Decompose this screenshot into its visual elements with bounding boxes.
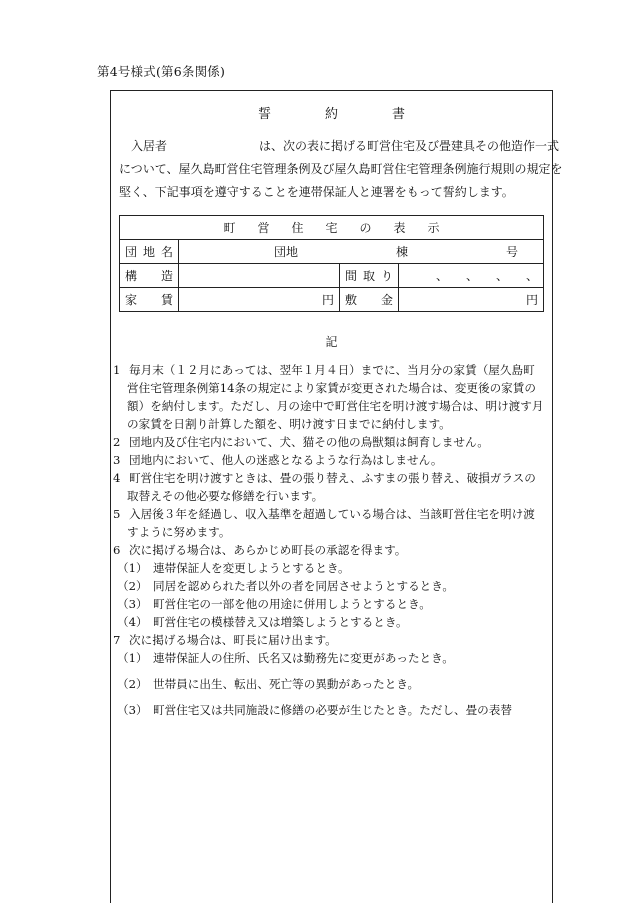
list-item: 6 次に掲げる場合は、あらかじめ町長の承認を得ます。 xyxy=(113,543,407,557)
sub-item: （4） 町営住宅の模様替え又は増築しようとするとき。 xyxy=(117,615,408,629)
shikikin-label: 敷金 xyxy=(340,288,399,312)
shikikin-value: 円 xyxy=(399,288,544,312)
ki-heading: 記 xyxy=(325,335,338,349)
housing-table xyxy=(119,215,544,312)
madori-label: 間取り xyxy=(340,264,399,288)
list-item: 7 次に掲げる場合は、町長に届け出ます。 xyxy=(113,633,337,647)
intro-text: は、次の表に掲げる町営住宅及び畳建具その他造作一式 xyxy=(259,139,560,153)
to-text: 棟 xyxy=(395,245,408,259)
list-item: 5 入居後３年を経過し、収入基準を超過している場合は、当該町営住宅を明け渡 xyxy=(113,507,535,521)
yachin-label: 家賃 xyxy=(120,288,179,312)
list-item: 2 団地内及び住宅内において、犬、猫その他の鳥獣類は飼育しません。 xyxy=(113,435,489,449)
tenant-label: 入居者 xyxy=(131,139,168,153)
intro-line: について、屋久島町営住宅管理条例及び屋久島町営住宅管理条例施行規則の規定を xyxy=(119,162,563,176)
list-item-cont: 取替えその他必要な修繕を行います。 xyxy=(127,489,324,503)
sub-item: （3） 町営住宅の一部を他の用途に併用しようとするとき。 xyxy=(117,597,431,611)
list-item-cont: の家賃を日割り計算した額を、明け渡す日までに納付します。 xyxy=(127,417,451,431)
document-title: 誓約書 xyxy=(257,107,459,122)
go-text: 号 xyxy=(505,245,518,259)
intro-line: 堅く、下記事項を遵守することを連帯保証人と連署をもって誓約します。 xyxy=(119,185,514,199)
danchi-label: 団地名 xyxy=(120,240,179,264)
intro-paragraph xyxy=(119,135,563,204)
table-header: 町営住宅の表示 xyxy=(120,216,544,240)
sub-item: （1） 連帯保証人の住所、氏名又は勤務先に変更があったとき。 xyxy=(117,651,454,665)
madori-value: 、 、 、 、 xyxy=(399,264,544,288)
list-item: 1 毎月末（１２月にあっては、翌年１月４日）までに、当月分の家賃（屋久島町 xyxy=(113,363,535,377)
list-item-cont: 営住宅管理条例第14条の規定により家賃が変更された場合は、変更後の家賃の xyxy=(127,381,536,395)
sub-item: （3） 町営住宅又は共同施設に修繕の必要が生じたとき。ただし、畳の表替 xyxy=(117,703,512,717)
form-label: 第4号様式(第6条関係) xyxy=(97,64,226,79)
sub-item: （2） 世帯員に出生、転出、死亡等の異動があったとき。 xyxy=(117,677,420,691)
document-frame xyxy=(110,90,563,903)
sub-item: （2） 同居を認められた者以外の者を同居させようとするとき。 xyxy=(117,579,454,593)
yachin-value: 円 xyxy=(179,288,340,312)
list-item-cont: すように努めます。 xyxy=(127,525,231,539)
items-list xyxy=(113,361,549,719)
sub-item: （1） 連帯保証人を変更しようとするとき。 xyxy=(117,561,350,575)
list-item-cont: 額）を納付します。ただし、月の途中で町営住宅を明け渡す場合は、明け渡す月 xyxy=(127,399,544,413)
danchi-text: 団地 xyxy=(274,245,299,259)
kozo-label: 構造 xyxy=(120,264,179,288)
list-item: 3 団地内において、他人の迷惑となるような行為はしません。 xyxy=(113,453,443,467)
intro-line xyxy=(119,135,560,158)
danchi-cell xyxy=(179,240,544,264)
kozo-value xyxy=(179,264,340,288)
list-item: 4 町営住宅を明け渡すときは、畳の張り替え、ふすまの張り替え、破損ガラスの xyxy=(113,471,536,485)
